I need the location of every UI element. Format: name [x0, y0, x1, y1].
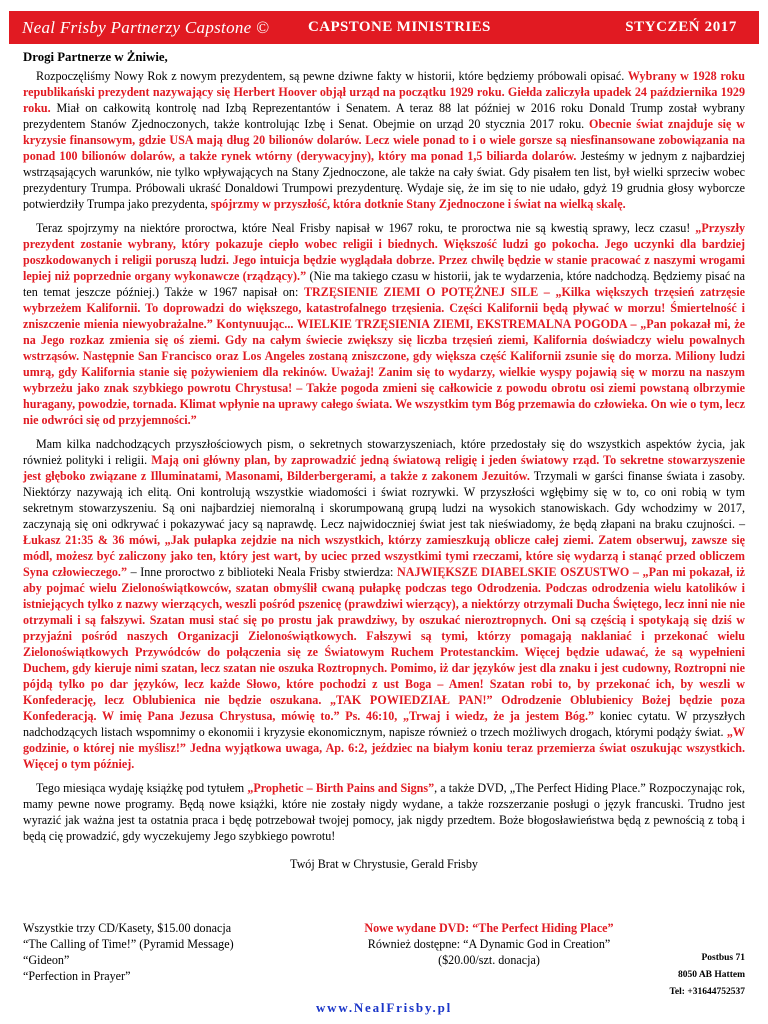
address-line: 8050 AB Hattem [677, 970, 745, 980]
dvd-offer-line: ($20.00/szt. donacja) [438, 953, 540, 967]
postal-address [645, 950, 745, 1001]
body-text: koniec cytatu. W przyszłych nadchodzących listach wspomnimy o ekonomii i kryzysie ekonomicznym, napisze również o trzech możliwych drogach, którymi podąży świat. [23, 709, 745, 739]
cd-offer-line: “Gideon” [23, 953, 70, 967]
highlighted-text: „Przyszły prezydent zostanie wybrany, który pokazuje ciepło wobec religii i biednych. Większość ludzi go pokocha. Jego uczynki dla bardziej poszkodowanych i religii poruszą ludzi. Jego intuicja będzie wyglądała dobrze. Przez chwilę będzie w stanie pracować z naszymi wrogami lepiej niż poprzednie organy wykonawcze (rządzący).” [23, 221, 745, 283]
cd-offer [23, 920, 323, 984]
body-text: (Nie ma takiego czasu w historii, jak te wydarzenia, które nadchodzą. Będziemy pisać na ten temat jeszcze później.) Także w 1967 napisał on: [23, 269, 745, 299]
body-text: – Inne proroctwo z biblioteki Neala Frisby stwierdza: [127, 565, 398, 579]
address-line: Postbus 71 [701, 953, 745, 963]
dvd-offer-line: Również dostępne: “A Dynamic God in Creation” [367, 937, 611, 951]
cd-offer-line: “Perfection in Prayer” [23, 969, 131, 983]
highlighted-text: „Prophetic – Birth Pains and Signs” [247, 781, 435, 795]
greeting: Drogi Partnerze w Żniwie, [23, 50, 168, 64]
body-text: Tego miesiąca wydaję książkę pod tytułem [36, 781, 248, 795]
letter-paragraph [23, 68, 745, 212]
body-text: Jesteśmy w jednym z najbardziej wstrząsających warunków, nie tylko wpływających na Stany Zjednoczone, ale także na cały świat. Gdy pisałem ten list, był wielki sprzeciw wobec prezydentury Trumpa. Próbowali ukraść Donaldowi Trumpowi prezydenturę. Wydaje się, że im się to nie udało, gdyż 19 grudnia głosy wyborcze potwierdziły Trumpa jako prezydenta, [23, 149, 745, 211]
highlighted-text: „W godzinie, o której nie myślisz!” Jedna wyjątkowa uwaga, Ap. 6:2, jeździec na białym koniu teraz przemierza świat oszukując wszystkich. Więcej o tym później. [23, 725, 745, 771]
body-text: Trzymali w garści finanse świata i zasoby. Niektórzy nazywają ich elitą. Oni kontrolują wszystkie wiadomości i świat rozrywki. W przyszłości wgłębimy się w to, co oni robią w tym sekretnym stowarzyszeniu. Są oni najbardziej niemoralną i skorumpowaną grupą ludzi na wysokich stanowiskach. Gdy wchodzimy w 2017, zaczynają się oni odkrywać i pokazywać jacy są naprawdę. Lecz najwidoczniej świat jest tak nieświadomy, że będą złapani na braku czujności. – [23, 469, 745, 531]
signature: Twój Brat w Chrystusie, Gerald Frisby [290, 857, 478, 871]
letter-paragraph [23, 220, 745, 428]
highlighted-text: spójrzmy w przyszłość, która dotknie Stany Zjednoczone i świat na wielką skalę. [210, 197, 626, 211]
dvd-title: Nowe wydane DVD: “The Perfect Hiding Place” [364, 921, 614, 935]
cd-offer-line: Wszystkie trzy CD/Kasety, $15.00 donacja [23, 921, 232, 935]
dvd-offer [333, 920, 645, 968]
body-text: Rozpoczęliśmy Nowy Rok z nowym prezydentem, są pewne dziwne fakty w historii, które będziemy próbowali opisać. [36, 69, 628, 83]
letter-paragraph [23, 436, 745, 772]
paragraphs [23, 68, 745, 844]
website-link[interactable]: www.NealFrisby.pl [315, 1000, 453, 1015]
issue-date: STYCZEŃ 2017 [625, 19, 737, 35]
highlighted-text: TRZĘSIENIE ZIEMI O POTĘŻNEJ SILE – „Kilka większych trzęsień zatrzęsie wybrzeżem Kalifornii. To doprowadzi do większego, katastrofalnego trzęsienia. Części Kalifornii będą pływać w morzu! Śmiertelność i zniszczenie mienia niewyobrażalne.” Kontynuując... WIELKIE TRZĘSIENIA ZIEMI, EKSTREMALNA POGODA – „Pan pokazał mi, że na Jego rozkaz zmienia się oś ziemi. Gdy na całym świecie zwiększy się liczba trzęsień ziemi, Kalifornia doświadczy wielu powalnych wstrząsów. Następnie San Francisco oraz Los Angeles zostaną zniszczone, gdy większa część Kalifornii zsunie się do morza. Miliony ludzi umrą, gdy Kalifornia stanie się pożywieniem dla rekinów. Uważaj! Zanim się to wydarzy, wielkie wyspy pojawią się w morzu na naszym wybrzeżu jako znak szybkiego powrotu Chrystusa! – Także pogoda zmieni się całkowicie z powodu obrotu osi ziemi powstaną olbrzymie huragany, powodzie, tornada. Klimat wpłynie na uprawy całego świata. We wszystkim tym Bóg przemawia do człowieka. On wie o tym, lecz nie odwróci się od przyjemności.” [23, 285, 745, 427]
ministry-title: CAPSTONE MINISTRIES [308, 19, 491, 35]
highlighted-text: Wybrany w 1928 roku republikański prezydent nazywający się Herbert Hoover objął urząd na początku 1929 roku. Giełda zaliczyła upadek 24 października 1929 roku. [23, 69, 746, 115]
letter-paragraph [23, 780, 745, 844]
brand-title: Neal Frisby Partnerzy Capstone © [22, 18, 270, 37]
highlighted-text: Obecnie świat znajduje się w kryzysie finansowym, gdzie USA mają dług 20 bilionów dolarów. Lecz wiele ponad to i o wiele gorsze są niesfinansowane zobowiązania na ponad 100 bilionów dolarów, a także rynek wtórny (derywacyjny), który ma ponad 1,5 biliarda dolarów. [23, 117, 745, 163]
body-text: Teraz spojrzymy na niektóre proroctwa, które Neal Frisby napisał w 1967 roku, te proroctwa nie są kwestią sprawy, lecz czasu! [36, 221, 696, 235]
body-text: Miał on całkowitą kontrolę nad Izbą Reprezentantów i Senatem. A teraz 88 lat później w 2016 roku Donald Trump został wybrany prezydentem Stanów Zjednoczonych, także kontrolując Izbę i Senat. Obejmie on urząd 20 stycznia 2017 roku. [23, 101, 745, 131]
address-line: Tel: +31644752537 [669, 987, 745, 997]
highlighted-text: NAJWIĘKSZE DIABELSKIE OSZUSTWO – „Pan mi pokazał, iż aby pojmać wielu Zielonoświątkowców, szatan obmyślił cwaną pułapkę podczas tego Odrodzenia. Podczas odrodzenia wielu katolików i istniejących tylko z nazwy wierzących, weszli pośród pszenicę (prawdziwi wierzący), a niektórzy otrzymali Ducha Świętego, lecz inni nie nie otrzymali i są fałszywi. Szatan musi stać się po prostu jak prawdziwy, by oszukać nieroztropnych. Oni są częścią i spotykają się dziś w przyjaźni pośród naszych Organizacji Zielonoświątkowych. Fałszywi są tymi, którzy pomagają naklaniać i przekonać wielu Zielonoświątkowych Przywódców do połączenia się ze Światowym Ruchem Protestanckim. Więcej będzie udawać, że są wypełnieni Duchem, gdy kieruje nimi szatan, lecz szatan nie oszuka Roztropnych. Pomimo, iż dar języków jest dla znaku i jest cudowny, Roztropni nie pójdą tylko po dar języków, lecz każde Słowo, które pochodzi z ust Boga – Amen! Szatan robi to, by przekonać ich, by weszli w Konfederację, lecz Oblubienica nie będzie oszukana. „TAK POWIEDZIAŁ PAN!” Odrodzenie Oblubienicy Bożej będzie poza Konfederacją. W imię Pana Jezusa Chrystusa, mówię to.” Ps. 46:10, „Trwaj i wiedz, że ja jestem Bóg.” [23, 565, 745, 723]
highlighted-text: Mają oni główny plan, by zaprowadzić jedną światową religię i jeden światowy rząd. To sekretne stowarzyszenie jest głęboko związane z Illuminatami, Masonami, Bilderbergerami, a także z zakonem Jezuitów. [23, 453, 746, 483]
body-text: Mam kilka nadchodzących przyszłościowych pism, o sekretnych stowarzyszeniach, które przedostały się do wszystkich aspektów życia, jak również polityki i religii. [23, 437, 745, 467]
highlighted-text: Łukasz 21:35 & 36 mówi, „Jak pułapka zejdzie na nich wszystkich, którzy zamieszkują oblicze całej ziemi. Zatem obserwuj, zawsze się módl, możesz być zaliczony jako ten, który jest wart, by uciec przed wszystkimi tymi rzeczami, które się wydarzą i stanąć przed obliczem Syna człowieczego.” [23, 533, 745, 579]
letter-body [23, 49, 745, 872]
cd-offer-line: “The Calling of Time!” (Pyramid Message) [23, 937, 234, 951]
header-banner [9, 11, 759, 44]
body-text: , a także DVD, „The Perfect Hiding Place.” Rozpoczynając rok, mamy pewne nowe programy. Będą nowe książki, które nie zostały nigdy wydane, a także rozszerzanie posługi o język francuski. Trudno jest wyrazić jak ważna jest ta ostatnia praca i będę potrzebował twojej pomocy, jak nigdy przedtem. Boże błogosławieństwa będą z pewnością z tobą i będą cię prowadzić, gdy wyczekujemy Jego szybkiego powrotu! [23, 781, 745, 843]
